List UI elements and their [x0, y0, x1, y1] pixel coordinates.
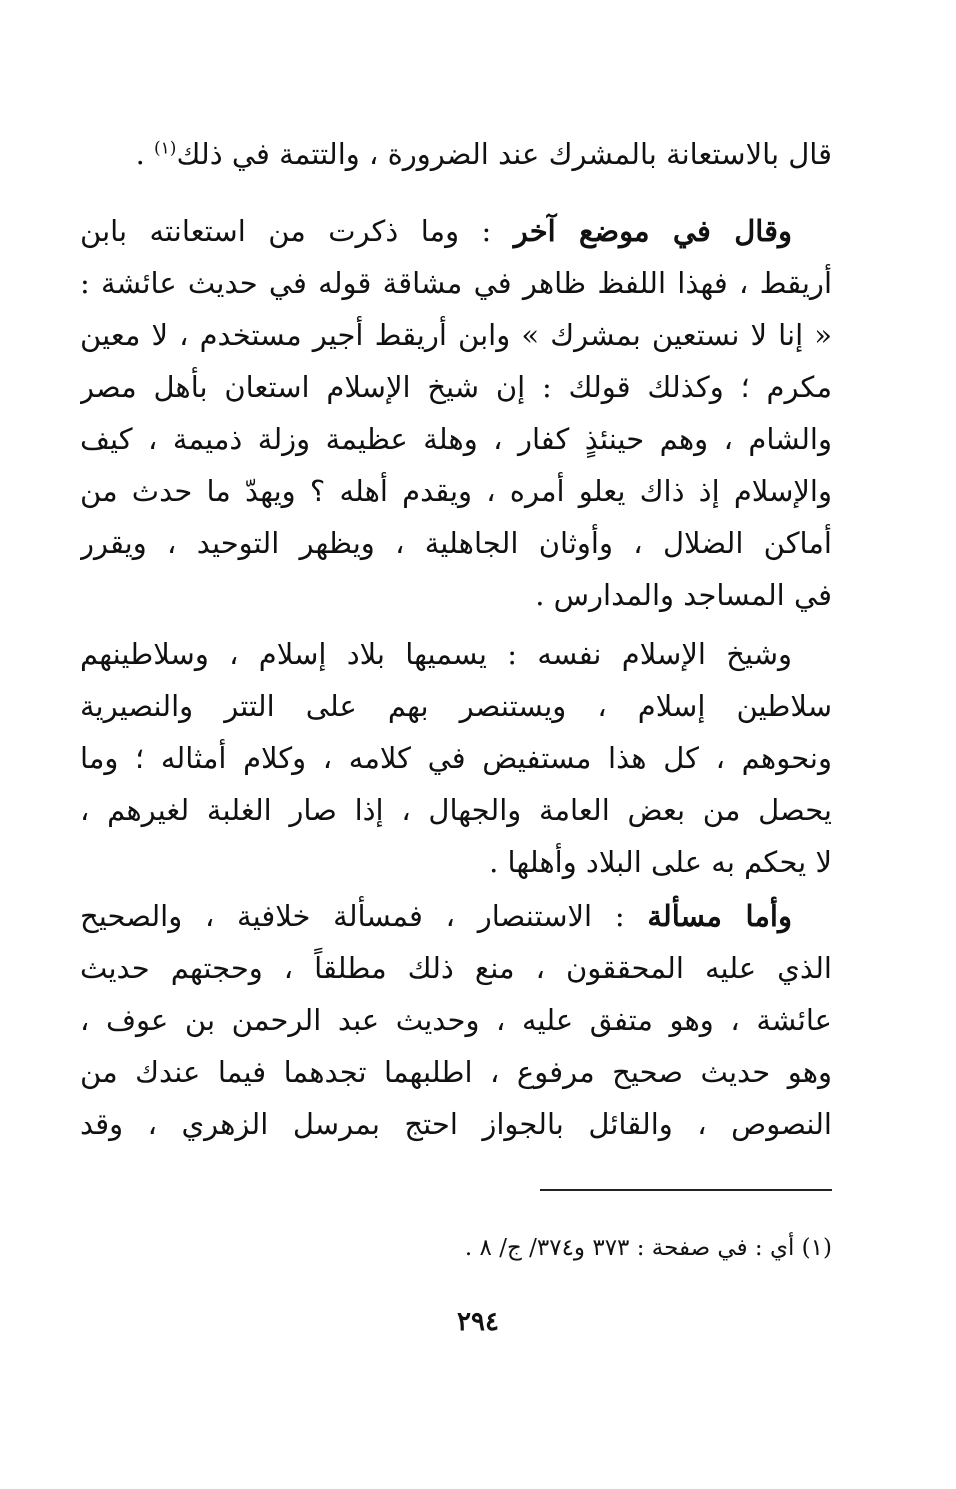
intro-line-end: .: [135, 137, 155, 171]
paragraph-2-line: سلاطين إسلام ، ويستنصر بهم على التتر والنصيرية: [80, 689, 832, 723]
page-number: ٢٩٤: [457, 1307, 499, 1337]
paragraph-3-line: الذي عليه المحققون ، منع ذلك مطلقاً ، وحجتهم حديث: [80, 951, 832, 985]
paragraph-1-line: مكرم ؛ وكذلك قولك : إن شيخ الإسلام استعان بأهل مصر: [80, 370, 832, 404]
paragraph-1-line: في المساجد والمدارس .: [535, 578, 832, 612]
intro-paragraph: [80, 128, 832, 180]
paragraph-1-line: أماكن الضلال ، وأوثان الجاهلية ، ويظهر التوحيد ، ويقرر: [80, 526, 832, 560]
paragraph-1-line: أريقط ، فهذا اللفظ ظاهر في مشاقة قوله في حديث عائشة :: [80, 266, 832, 300]
intro-line: [80, 128, 832, 180]
paragraph-2-line: وشيخ الإسلام نفسه : يسميها بلاد إسلام ، وسلاطينهم: [80, 637, 792, 671]
footnote-separator: [540, 1189, 832, 1191]
paragraph-2-line: يحصل من بعض العامة والجهال ، إذا صار الغلبة لغيرهم ،: [80, 793, 832, 827]
footnote-reference: (١): [154, 138, 177, 159]
paragraph-1: [80, 205, 832, 621]
intro-line-text: قال بالاستعانة بالمشرك عند الضرورة ، والتتمة في ذلك: [176, 137, 832, 171]
paragraph-3-line: عائشة ، وهو متفق عليه ، وحديث عبد الرحمن بن عوف ،: [80, 1003, 832, 1037]
paragraph-3-line: النصوص ، والقائل بالجواز احتج بمرسل الزهري ، وقد: [80, 1107, 832, 1141]
paragraph-1-bold-lead: وقال في موضع آخر: [513, 214, 793, 248]
paragraph-3-line: وهو حديث صحيح مرفوع ، اطلبهما تجدهما فيما عندك من: [80, 1055, 832, 1089]
paragraph-1-line: والإسلام إذ ذاك يعلو أمره ، ويقدم أهله ؟ ويهدّ ما حدث من: [80, 474, 832, 508]
paragraph-3-line-1: [80, 890, 832, 942]
paragraph-2-line: ونحوهم ، كل هذا مستفيض في كلامه ، وكلام أمثاله ؛ وما: [80, 741, 832, 775]
paragraph-2-line: لا يحكم به على البلاد وأهلها .: [489, 845, 832, 879]
paragraph-1-line: والشام ، وهم حينئذٍ كفار ، وهلة عظيمة وزلة ذميمة ، كيف: [80, 422, 832, 456]
paragraph-1-line-1: [80, 205, 832, 257]
footnote: (١) أي : في صفحة : ٣٧٣ و٣٧٤/ ج/ ٨ .: [464, 1235, 832, 1261]
paragraph-2: [80, 628, 832, 888]
paragraph-1-line: « إنا لا نستعين بمشرك » وابن أريقط أجير مستخدم ، لا معين: [80, 318, 832, 352]
paragraph-3-line-1-rest: : الاستنصار ، فمسألة خلافية ، والصحيح: [80, 899, 648, 933]
paragraph-1-line-1-rest: : وما ذكرت من استعانته بابن: [80, 214, 514, 248]
paragraph-3-bold-lead: وأما مسألة: [647, 899, 792, 933]
paragraph-3: [80, 890, 832, 1150]
